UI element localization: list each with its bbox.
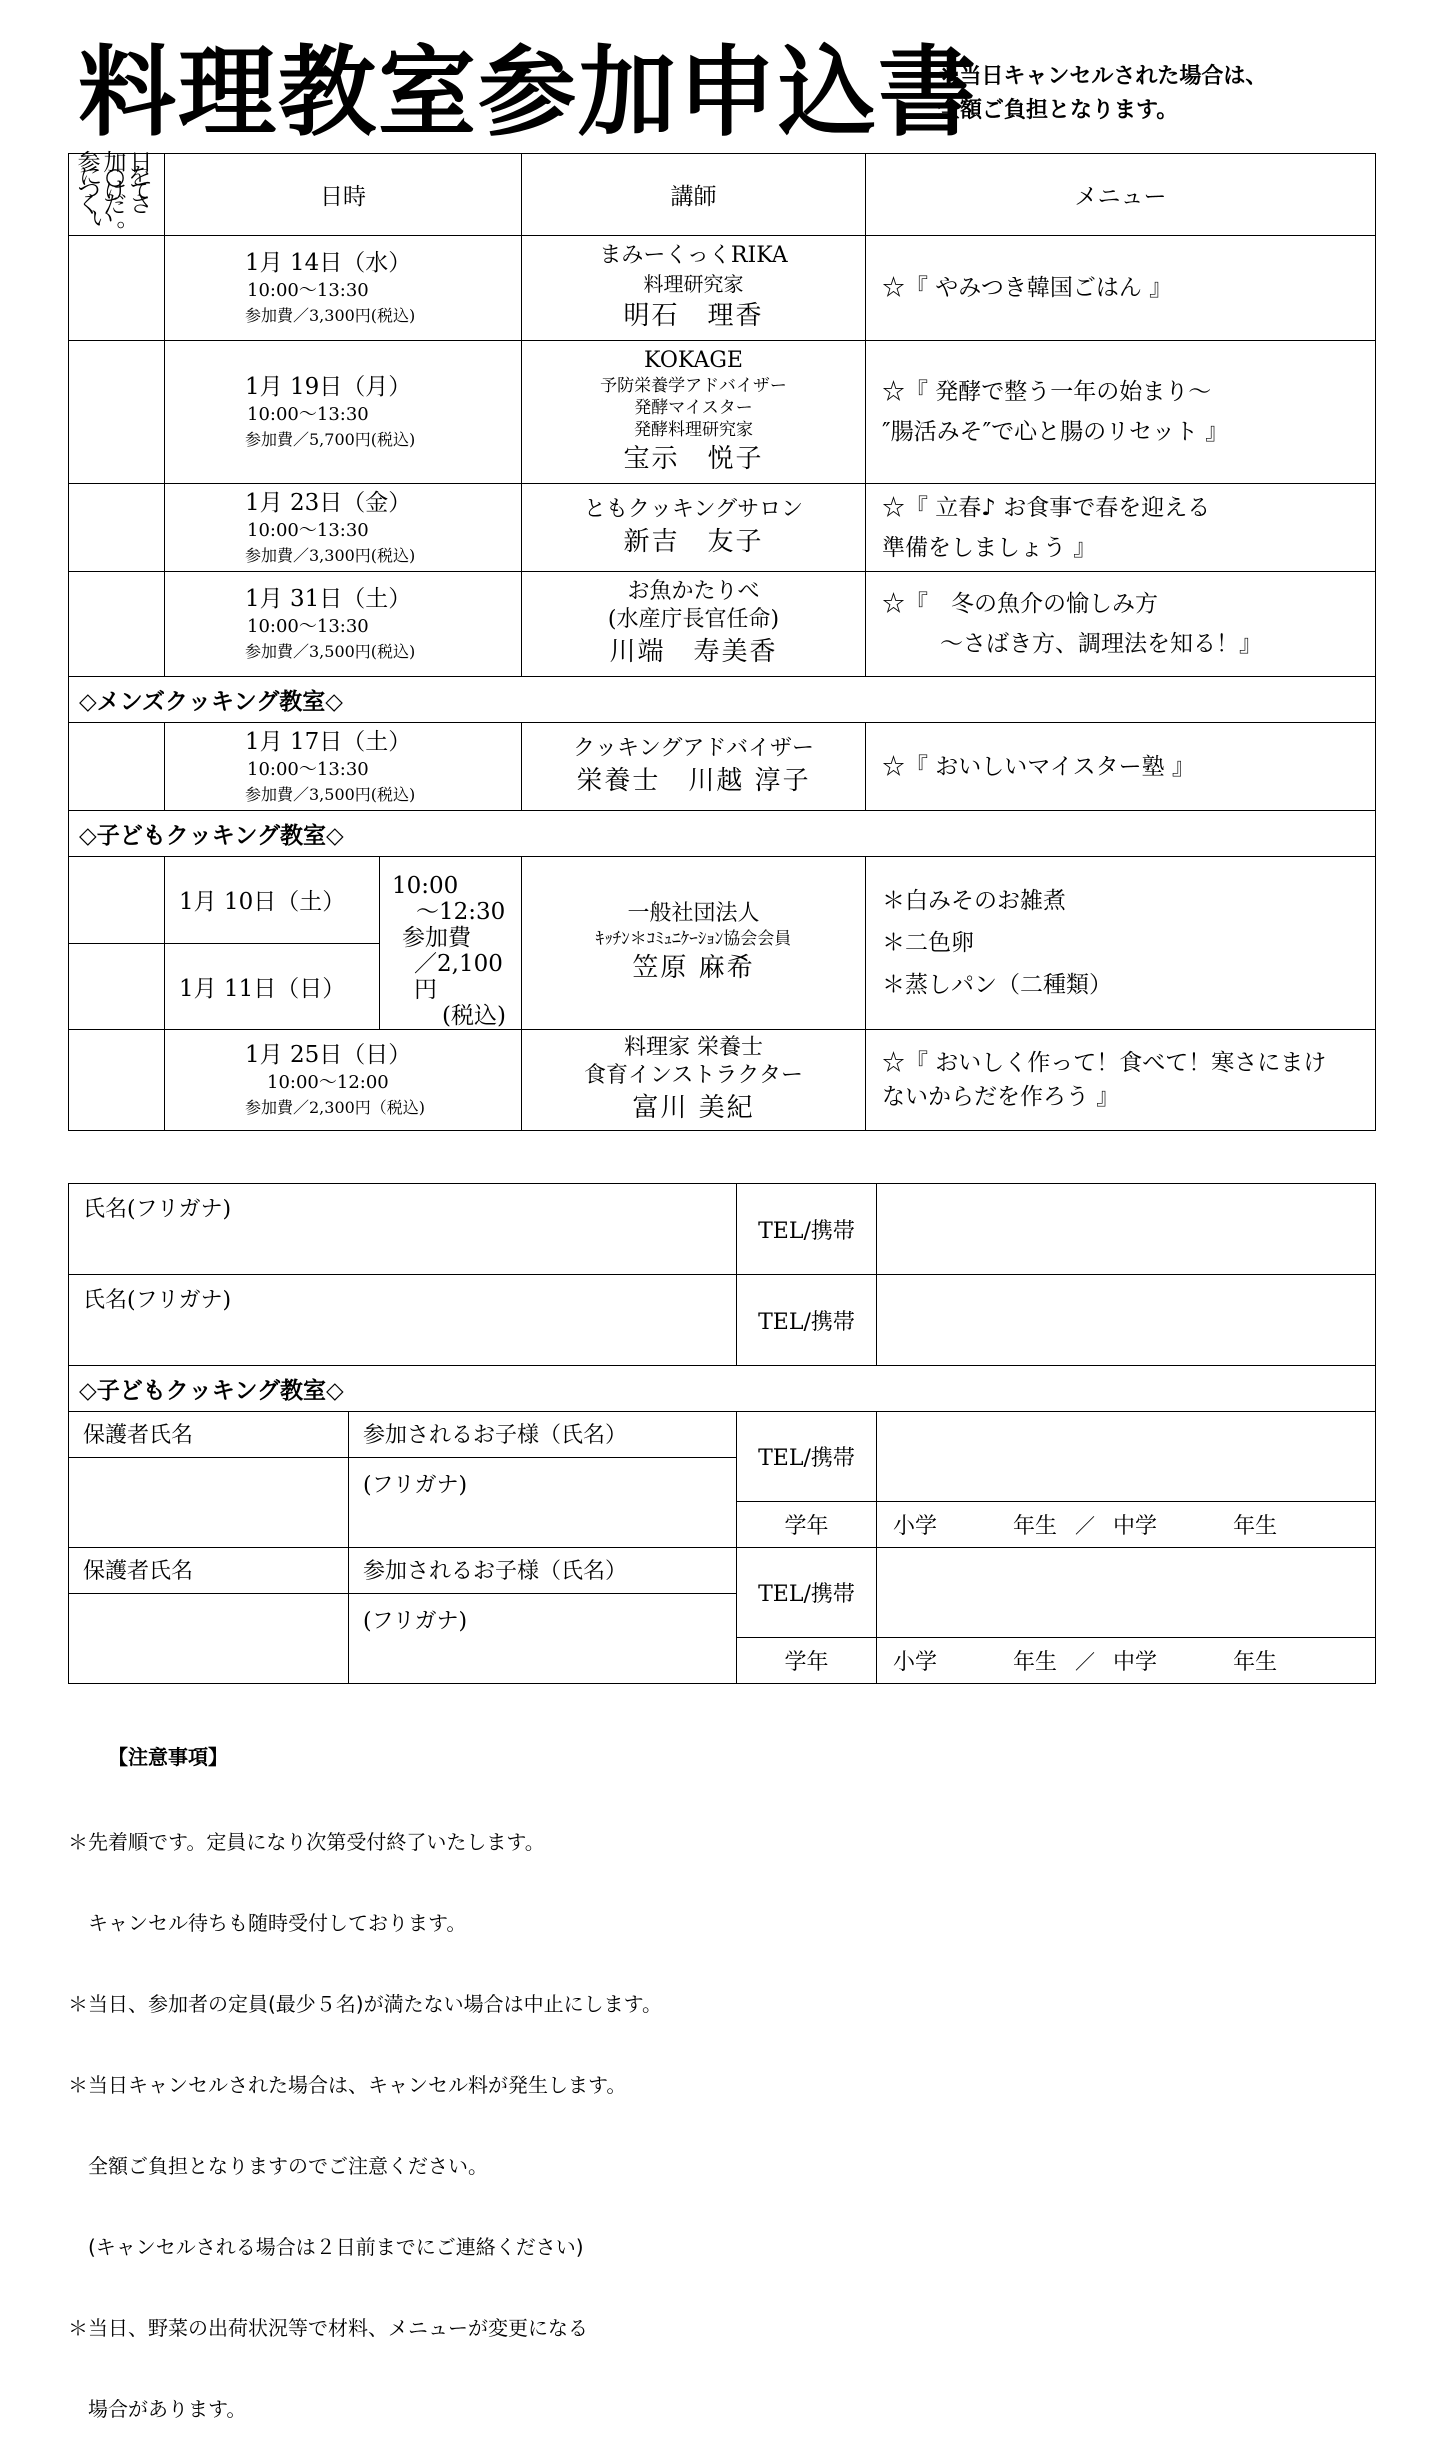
class-date: 1月 14日（水） (245, 250, 412, 276)
class-date: 1月 31日（土） (245, 586, 412, 612)
class-row (69, 341, 1376, 484)
notes-section (68, 1690, 662, 2450)
teacher-cell (522, 572, 866, 677)
note-line: ＊当日、参加者の定員(最少５名)が満たない場合は中止にします。 (68, 1992, 663, 2016)
menu-line: ″腸活みそ″で心と腸のリセット 』 (882, 419, 1229, 445)
grade-junior: 中学 (1113, 1514, 1158, 1539)
form-row (69, 1184, 1376, 1275)
teacher-title: 料理家 栄養士 (624, 1035, 763, 1060)
teacher-name: 新吉 友子 (623, 526, 764, 557)
teacher-name: 宝示 悦子 (623, 444, 764, 474)
teacher-cell (522, 857, 866, 1030)
mens-section-row (69, 677, 1376, 723)
tel-field-3[interactable] (877, 1412, 1376, 1502)
class-fee: 参加費／3,300円(税込) (245, 306, 416, 325)
application-form (68, 1183, 1376, 1684)
teacher-title: 食育インストラクター (584, 1063, 803, 1088)
kids-row-1 (69, 857, 1376, 944)
kids-date-1: 1月 10日（土） (165, 857, 380, 944)
teacher-title: クッキングアドバイザー (573, 735, 814, 761)
menu-line: ＊蒸しパン（二種類） (882, 972, 1112, 998)
date-cell (165, 484, 522, 572)
date-cell (165, 572, 522, 677)
menu-cell (866, 484, 1376, 572)
grade-field-2[interactable] (877, 1638, 1376, 1684)
guardian-label: 保護者氏名 (69, 1412, 349, 1458)
teacher-org: まみーくっくRIKA (599, 243, 788, 268)
grade-field-1[interactable] (877, 1502, 1376, 1548)
attendance-mark-cell[interactable] (69, 723, 165, 811)
note-line: ＊先着順です。定員になり次第受付終了いたします。 (68, 1830, 545, 1854)
furigana-label: (フリガナ) (363, 1473, 468, 1498)
guardian-name-field-2[interactable] (69, 1594, 349, 1684)
teacher-title: ｷｯﾁﾝ＊ｺﾐｭﾆｹｰｼｮﾝ協会会員 (595, 929, 792, 949)
menu-line: 〜さばき方、調理法を知る！』 (940, 631, 1262, 657)
name-field-1[interactable] (69, 1184, 737, 1275)
column-teacher: 講師 (522, 154, 866, 236)
form-row (69, 1275, 1376, 1366)
grade-unit: 年生 (1233, 1650, 1278, 1675)
tel-label: TEL/携帯 (737, 1548, 877, 1638)
attendance-mark-cell[interactable] (69, 857, 165, 944)
column-menu: メニュー (866, 154, 1376, 236)
class-time: 10:00〜12:00 (267, 1072, 389, 1093)
teacher-org: ともクッキングサロン (583, 496, 804, 522)
form-kids-section-heading: ◇子どもクッキング教室◇ (69, 1366, 1376, 1412)
class-time: 10:00〜13:30 (247, 280, 369, 301)
class-time: 10:00〜13:30 (247, 519, 369, 541)
teacher-cell (522, 236, 866, 341)
note-line: (キャンセルされる場合は２日前までにご連絡ください) (68, 2235, 584, 2259)
attendance-hint: 参加日に○をつけてください。 (69, 154, 165, 236)
kids-time-end: 〜12:30 (416, 899, 506, 925)
date-cell (165, 1030, 522, 1131)
note-line: ＊当日キャンセルされた場合は、キャンセル料が発生します。 (68, 2073, 627, 2097)
form-row (69, 1548, 1376, 1594)
class-fee: 参加費／3,300円(税込) (245, 545, 416, 565)
class-fee: 参加費／2,300円（税込) (245, 1098, 426, 1117)
grade-separator: ／ (1075, 1650, 1096, 1674)
menu-cell (866, 857, 1376, 1030)
kids-fee-tax: (税込) (442, 1003, 506, 1029)
guardian-label: 保護者氏名 (69, 1548, 349, 1594)
form-kids-section-row (69, 1366, 1376, 1412)
class-date: 1月 25日（日） (245, 1042, 412, 1068)
child-name-field-1[interactable] (349, 1458, 737, 1548)
note-line: ＊当日、野菜の出荷状況等で材料、メニューが変更になる (68, 2316, 588, 2340)
tel-label: TEL/携帯 (737, 1184, 877, 1275)
class-fee: 参加費／3,500円(税込) (245, 642, 416, 661)
tel-field-4[interactable] (877, 1548, 1376, 1638)
teacher-cell (522, 1030, 866, 1131)
name-field-2[interactable] (69, 1275, 737, 1366)
teacher-name: 川端 寿美香 (609, 637, 778, 667)
menu-line: ＊二色卵 (882, 930, 974, 956)
tel-field-2[interactable] (877, 1275, 1376, 1366)
cancellation-notice (938, 60, 1267, 128)
menu-line: ＊白みそのお雑煮 (882, 888, 1066, 914)
menu-cell (866, 341, 1376, 484)
menu-line: ☆『 やみつき韓国ごはん 』 (882, 275, 1173, 301)
guardian-name-field-1[interactable] (69, 1458, 349, 1548)
class-date: 1月 19日（月） (245, 374, 412, 400)
note-line: 全額ご負担となりますのでご注意ください。 (68, 2154, 488, 2178)
menu-line: ☆『 発酵で整う一年の始まり〜 (882, 379, 1212, 405)
menu-cell (866, 1030, 1376, 1131)
grade-unit: 年生 (1013, 1514, 1058, 1539)
tel-label: TEL/携帯 (737, 1275, 877, 1366)
teacher-name: 栄養士 川越 淳子 (576, 765, 811, 796)
teacher-org: お魚かたりべ (627, 579, 760, 604)
name-label: 氏名(フリガナ) (83, 1288, 232, 1313)
date-cell (165, 236, 522, 341)
class-time: 10:00〜13:30 (247, 404, 369, 425)
teacher-cell (522, 723, 866, 811)
notes-title: 【注意事項】 (108, 1745, 228, 1769)
teacher-name: 笠原 麻希 (632, 953, 755, 983)
kids-date-2: 1月 11日（日） (165, 943, 380, 1030)
menu-line: ☆『 おいしく作って！食べて！寒さにまけ (882, 1050, 1327, 1076)
teacher-title: 料理研究家 (643, 272, 744, 296)
schedule-table (68, 150, 1376, 1131)
column-date: 日時 (165, 154, 522, 236)
class-fee: 参加費／3,500円(税込) (245, 784, 416, 804)
class-row (69, 723, 1376, 811)
teacher-name: 明石 理香 (623, 301, 764, 331)
child-label: 参加されるお子様（氏名） (349, 1548, 737, 1594)
date-cell (165, 723, 522, 811)
class-row (69, 1030, 1376, 1131)
notice-line-2: 全額ご負担となります。 (938, 98, 1179, 123)
menu-line: ☆『 冬の魚介の愉しみ方 (882, 591, 1158, 617)
class-row (69, 572, 1376, 677)
class-row (69, 236, 1376, 341)
grade-label: 学年 (737, 1638, 877, 1684)
page-title: 料理教室参加申込書 (78, 36, 979, 150)
class-time: 10:00〜13:30 (247, 616, 369, 637)
class-date: 1月 23日（金） (245, 489, 412, 516)
teacher-title: 予防栄養学アドバイザー (600, 376, 787, 396)
attendance-mark-cell[interactable] (69, 572, 165, 677)
teacher-cell (522, 341, 866, 484)
form-row (69, 1412, 1376, 1458)
teacher-title: 発酵料理研究家 (634, 420, 753, 440)
menu-line: 準備をしましょう 』 (882, 534, 1097, 561)
class-time: 10:00〜13:30 (247, 758, 369, 780)
teacher-org: 一般社団法人 (627, 901, 760, 926)
attendance-mark-cell[interactable] (69, 236, 165, 341)
kids-time-start: 10:00 (392, 873, 459, 899)
grade-elementary: 小学 (893, 1650, 938, 1675)
teacher-org: KOKAGE (644, 348, 743, 373)
menu-cell (866, 723, 1376, 811)
grade-unit: 年生 (1233, 1514, 1278, 1539)
kids-time-fee (380, 857, 522, 1030)
menu-line: ☆『 立春♪ お食事で春を迎える (882, 494, 1211, 521)
mens-section-heading: ◇メンズクッキング教室◇ (69, 677, 1376, 723)
grade-label: 学年 (737, 1502, 877, 1548)
furigana-label: (フリガナ) (363, 1609, 468, 1634)
grade-separator: ／ (1075, 1514, 1096, 1538)
attendance-mark-cell[interactable] (69, 341, 165, 484)
tel-field-1[interactable] (877, 1184, 1376, 1275)
notice-line-1: ※当日キャンセルされた場合は、 (938, 64, 1268, 89)
kids-fee-amount: ／2,100円 (414, 951, 503, 1003)
kids-section-row (69, 811, 1376, 857)
menu-cell (866, 236, 1376, 341)
kids-section-heading: ◇子どもクッキング教室◇ (69, 811, 1376, 857)
kids-fee-label: 参加費 (402, 925, 471, 951)
name-label: 氏名(フリガナ) (83, 1197, 232, 1222)
grade-unit: 年生 (1013, 1650, 1058, 1675)
grade-junior: 中学 (1113, 1650, 1158, 1675)
class-date: 1月 17日（土） (245, 728, 412, 755)
tel-label: TEL/携帯 (737, 1412, 877, 1502)
attendance-mark-cell[interactable] (69, 943, 165, 1030)
class-fee: 参加費／5,700円(税込) (245, 430, 416, 449)
attendance-mark-cell[interactable] (69, 1030, 165, 1131)
schedule-header-row (69, 154, 1376, 236)
teacher-title: (水産庁長官任命) (607, 607, 780, 632)
teacher-name: 富川 美紀 (632, 1093, 755, 1123)
menu-cell (866, 572, 1376, 677)
date-cell (165, 341, 522, 484)
attendance-mark-cell[interactable] (69, 484, 165, 572)
teacher-cell (522, 484, 866, 572)
note-line: キャンセル待ちも随時受付しております。 (68, 1911, 467, 1935)
menu-line: ☆『 おいしいマイスター塾 』 (882, 753, 1195, 780)
note-line: 場合があります。 (68, 2397, 247, 2421)
teacher-title: 発酵マイスター (634, 398, 753, 418)
child-name-field-2[interactable] (349, 1594, 737, 1684)
class-row (69, 484, 1376, 572)
grade-elementary: 小学 (893, 1514, 938, 1539)
child-label: 参加されるお子様（氏名） (349, 1412, 737, 1458)
menu-line: ないからだを作ろう 』 (882, 1084, 1120, 1110)
